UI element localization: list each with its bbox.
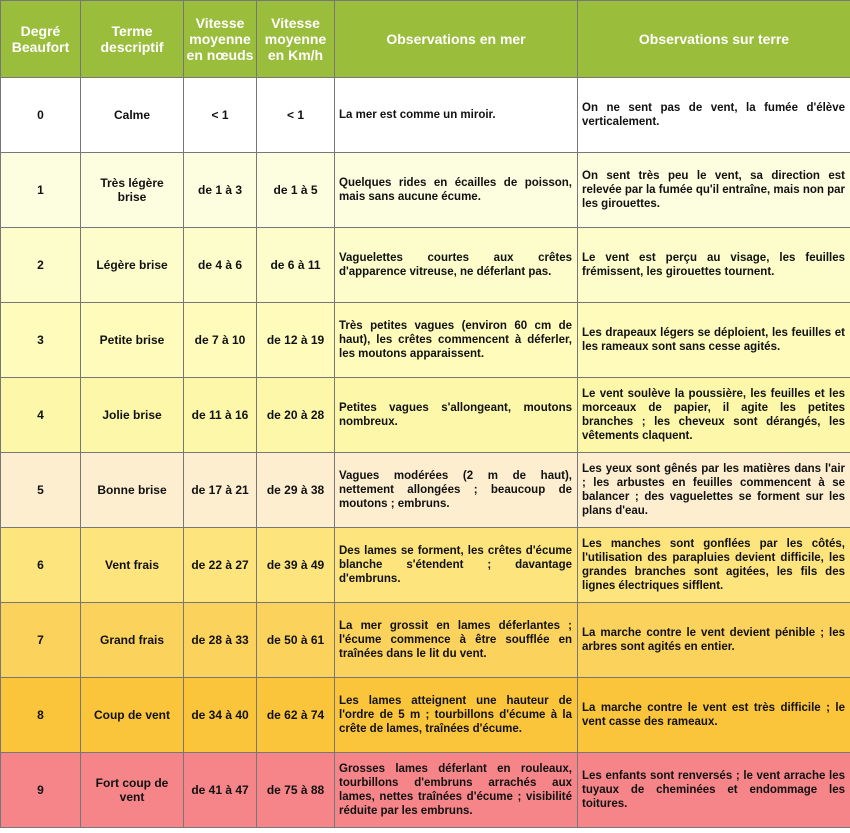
- cell-kmh: de 62 à 74: [257, 678, 335, 753]
- cell-sea-observation: Des lames se forment, les crêtes d'écume blanche s'étendent ; davantage d'embruns.: [335, 528, 578, 603]
- cell-sea-observation: Vagues modérées (2 m de haut), nettement allongées ; beaucoup de moutons ; embruns.: [335, 453, 578, 528]
- cell-term: Jolie brise: [81, 378, 184, 453]
- cell-sea-observation: La mer grossit en lames déferlantes ; l'écume commence à être soufflée en traînées dans le lit du vent.: [335, 603, 578, 678]
- cell-sea-observation: Vaguelettes courtes aux crêtes d'apparence vitreuse, ne déferlant pas.: [335, 228, 578, 303]
- cell-land-observation: On sent très peu le vent, sa direction est relevée par la fumée qu'il entraîne, mais non par les girouettes.: [578, 153, 850, 228]
- cell-term: Coup de vent: [81, 678, 184, 753]
- table-row: [1, 228, 850, 303]
- table-row: [1, 78, 850, 153]
- cell-degree: 8: [1, 678, 81, 753]
- cell-knots: de 4 à 6: [184, 228, 257, 303]
- cell-degree: 5: [1, 453, 81, 528]
- table-row: [1, 603, 850, 678]
- cell-degree: 3: [1, 303, 81, 378]
- cell-kmh: de 39 à 49: [257, 528, 335, 603]
- cell-term: Petite brise: [81, 303, 184, 378]
- cell-land-observation: On ne sent pas de vent, la fumée d'élève verticalement.: [578, 78, 850, 153]
- cell-land-observation: Les enfants sont renversés ; le vent arrache les tuyaux de cheminées et endommage les toitures.: [578, 753, 850, 828]
- cell-degree: 0: [1, 78, 81, 153]
- table-row: [1, 753, 850, 828]
- cell-land-observation: Le vent est perçu au visage, les feuilles frémissent, les girouettes tournent.: [578, 228, 850, 303]
- header-term: Terme descriptif: [81, 1, 184, 78]
- cell-kmh: de 1 à 5: [257, 153, 335, 228]
- cell-knots: de 28 à 33: [184, 603, 257, 678]
- cell-knots: < 1: [184, 78, 257, 153]
- header-knots: Vitesse moyenne en nœuds: [184, 1, 257, 78]
- cell-kmh: de 20 à 28: [257, 378, 335, 453]
- cell-sea-observation: Petites vagues s'allongeant, moutons nombreux.: [335, 378, 578, 453]
- cell-degree: 9: [1, 753, 81, 828]
- table-row: [1, 153, 850, 228]
- cell-term: Calme: [81, 78, 184, 153]
- cell-term: Très légère brise: [81, 153, 184, 228]
- header-kmh: Vitesse moyenne en Km/h: [257, 1, 335, 78]
- header-degree: Degré Beaufort: [1, 1, 81, 78]
- table-row: [1, 528, 850, 603]
- cell-kmh: < 1: [257, 78, 335, 153]
- table-row: [1, 303, 850, 378]
- cell-kmh: de 75 à 88: [257, 753, 335, 828]
- table-row: [1, 453, 850, 528]
- header-land-observations: Observations sur terre: [578, 1, 850, 78]
- cell-term: Vent frais: [81, 528, 184, 603]
- cell-sea-observation: Quelques rides en écailles de poisson, mais sans aucune écume.: [335, 153, 578, 228]
- cell-term: Fort coup de vent: [81, 753, 184, 828]
- cell-sea-observation: Les lames atteignent une hauteur de l'ordre de 5 m ; tourbillons d'écume à la crête de lames, traînées d'écume.: [335, 678, 578, 753]
- cell-land-observation: La marche contre le vent est très difficile ; le vent casse des rameaux.: [578, 678, 850, 753]
- cell-land-observation: Le vent soulève la poussière, les feuilles et les morceaux de papier, il agite les petites branches ; les cheveux sont dérangés, les vêtements claquent.: [578, 378, 850, 453]
- cell-knots: de 34 à 40: [184, 678, 257, 753]
- header-sea-observations: Observations en mer: [335, 1, 578, 78]
- cell-sea-observation: Très petites vagues (environ 60 cm de haut), les crêtes commencent à déferler, les moutons apparaissent.: [335, 303, 578, 378]
- cell-degree: 6: [1, 528, 81, 603]
- cell-kmh: de 29 à 38: [257, 453, 335, 528]
- cell-knots: de 1 à 3: [184, 153, 257, 228]
- cell-term: Bonne brise: [81, 453, 184, 528]
- cell-degree: 1: [1, 153, 81, 228]
- cell-degree: 7: [1, 603, 81, 678]
- table-row: [1, 378, 850, 453]
- cell-land-observation: Les yeux sont gênés par les matières dans l'air ; les arbustes en feuilles commencent à se balancer ; des vaguelettes se forment sur les plans d'eau.: [578, 453, 850, 528]
- cell-land-observation: Les drapeaux légers se déploient, les feuilles et les rameaux sont sans cesse agités.: [578, 303, 850, 378]
- cell-kmh: de 12 à 19: [257, 303, 335, 378]
- cell-knots: de 7 à 10: [184, 303, 257, 378]
- cell-land-observation: Les manches sont gonflées par les côtés, l'utilisation des parapluies devient difficile, les grandes branches sont agitées, les fils des lignes électriques sifflent.: [578, 528, 850, 603]
- table-row: [1, 678, 850, 753]
- cell-degree: 2: [1, 228, 81, 303]
- cell-knots: de 41 à 47: [184, 753, 257, 828]
- cell-sea-observation: Grosses lames déferlant en rouleaux, tourbillons d'embruns arrachés aux lames, nettes traînées d'écume ; visibilité réduite par les embruns.: [335, 753, 578, 828]
- cell-knots: de 17 à 21: [184, 453, 257, 528]
- header-row: [1, 1, 850, 78]
- cell-knots: de 22 à 27: [184, 528, 257, 603]
- cell-kmh: de 6 à 11: [257, 228, 335, 303]
- cell-term: Légère brise: [81, 228, 184, 303]
- cell-kmh: de 50 à 61: [257, 603, 335, 678]
- cell-knots: de 11 à 16: [184, 378, 257, 453]
- cell-sea-observation: La mer est comme un miroir.: [335, 78, 578, 153]
- cell-land-observation: La marche contre le vent devient pénible ; les arbres sont agités en entier.: [578, 603, 850, 678]
- cell-term: Grand frais: [81, 603, 184, 678]
- cell-degree: 4: [1, 378, 81, 453]
